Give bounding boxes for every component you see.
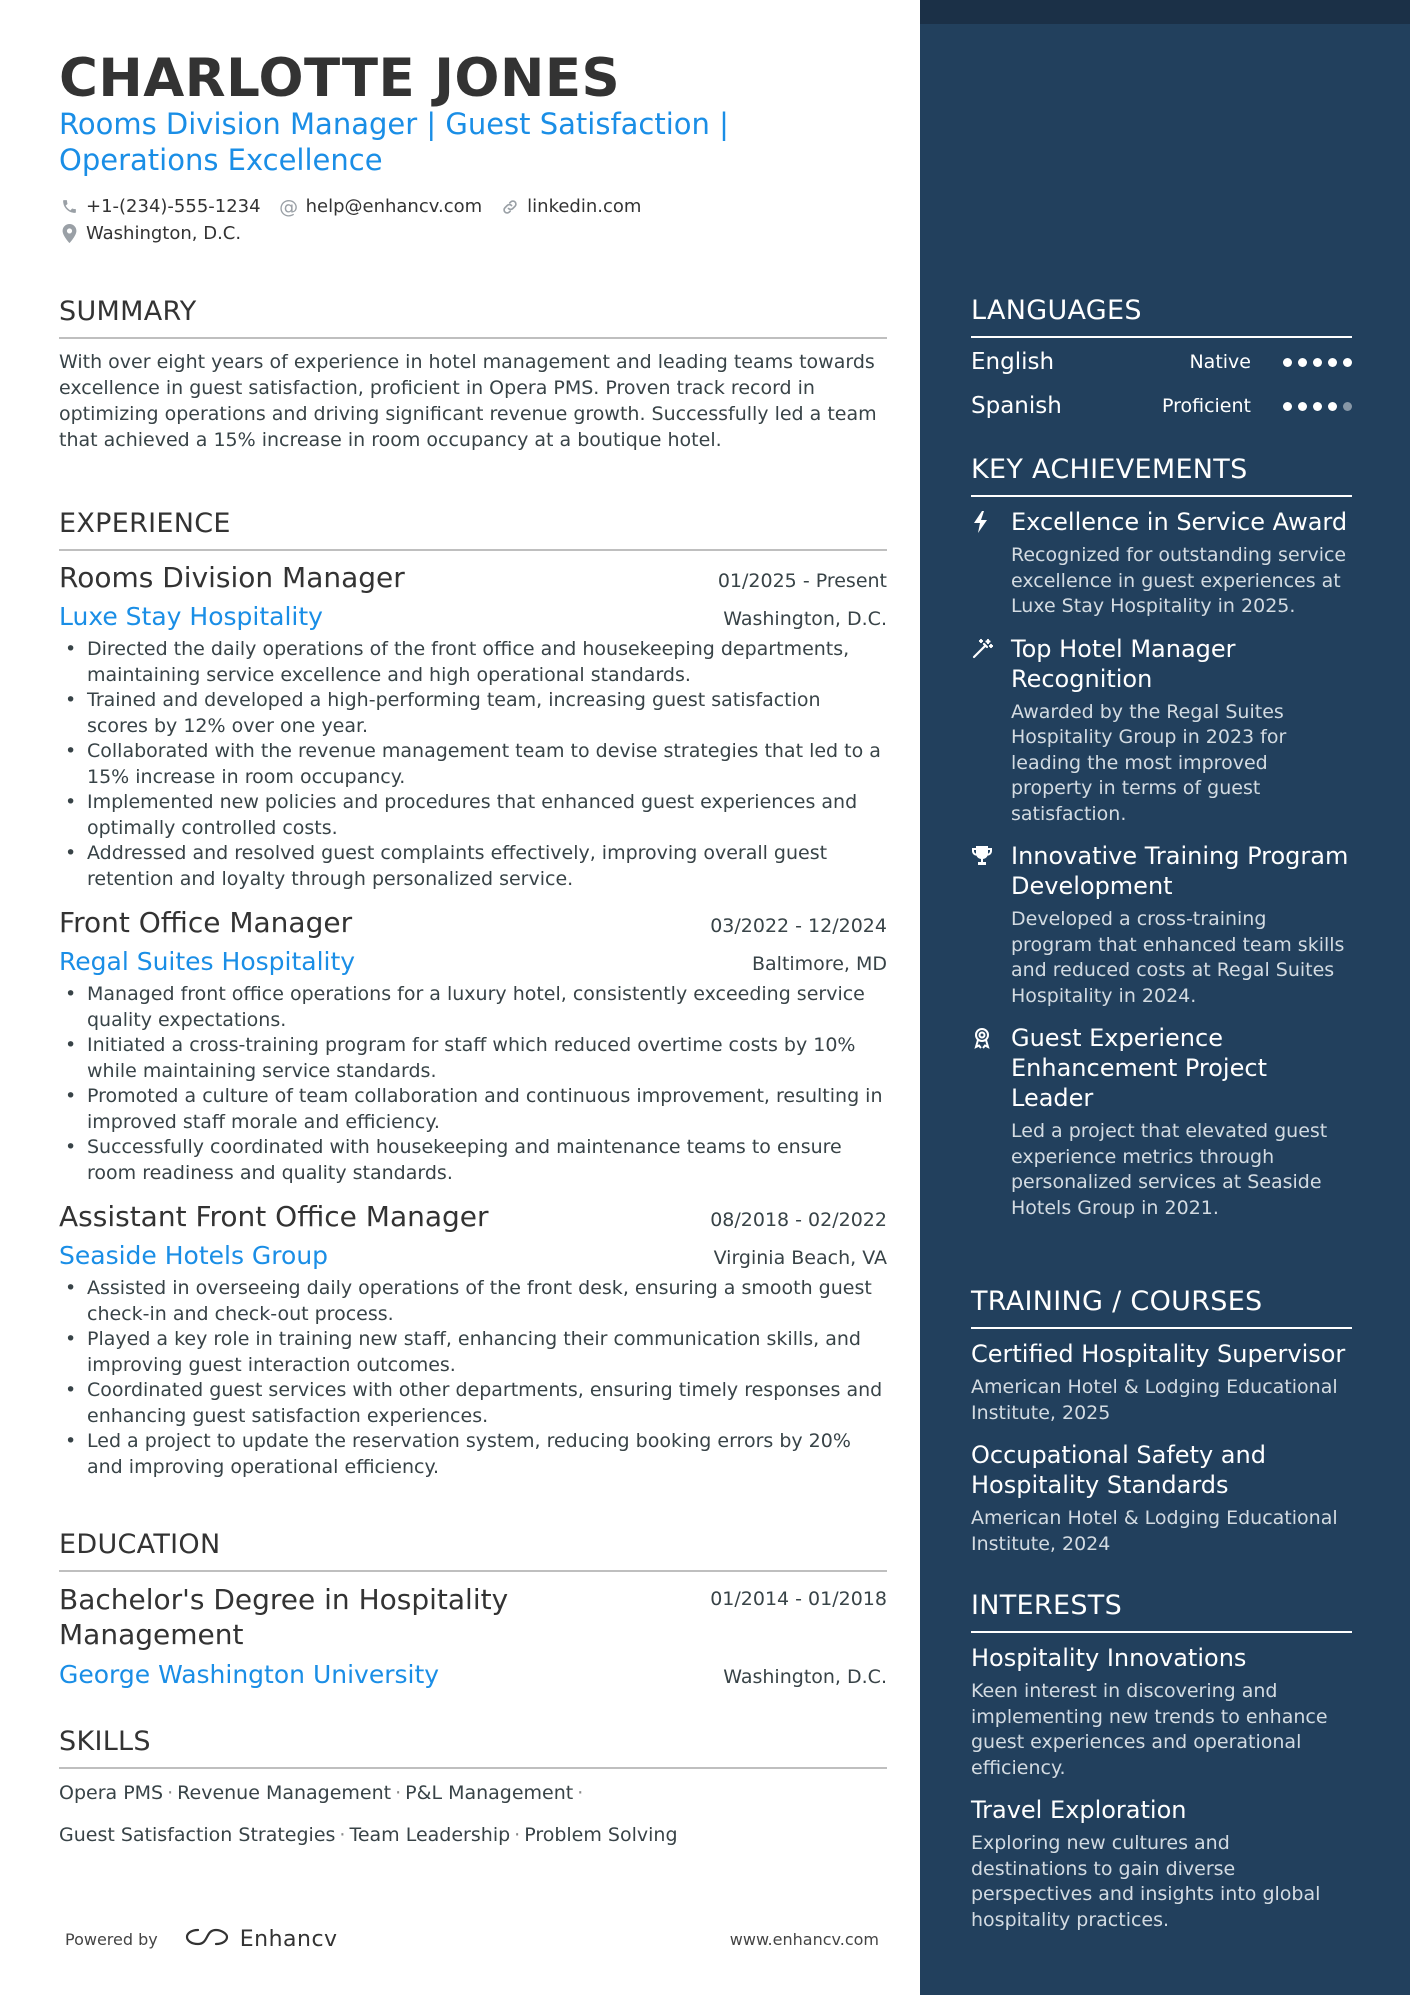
job-subheader <box>59 602 887 631</box>
bullet-item: • Initiated a cross-training program for staff which reduced overtime costs by 10% while maintaining service standards. <box>59 1033 887 1084</box>
education-title: EDUCATION <box>59 1529 887 1572</box>
skill-item: Team Leadership <box>349 1824 511 1846</box>
degree-line-2: Management <box>59 1618 244 1651</box>
trophy-icon <box>971 841 1011 1009</box>
proficiency-dot <box>1343 358 1352 367</box>
bullet-item: • Managed front office operations for a luxury hotel, consistently exceeding service quality expectations. <box>59 982 887 1033</box>
job-date: 03/2022 - 12/2024 <box>710 915 887 937</box>
job-location: Virginia Beach, VA <box>713 1247 887 1269</box>
course-item <box>971 1440 1352 1557</box>
summary-title: SUMMARY <box>59 296 887 339</box>
job-subheader <box>59 947 887 976</box>
achievement-desc: Developed a cross-training program that enhanced team skills and reduced costs at Regal Suites Hospitality in 2024. <box>1011 908 1345 1007</box>
medal-icon <box>971 1023 1011 1221</box>
link-icon <box>500 197 520 217</box>
company-name[interactable]: Regal Suites Hospitality <box>59 947 356 976</box>
skills-section <box>59 1726 887 1856</box>
skill-item: Problem Solving <box>524 1824 678 1846</box>
languages-title: LANGUAGES <box>971 295 1352 338</box>
bullet-item: • Trained and developed a high-performing team, increasing guest satisfaction scores by 12% over one year. <box>59 688 887 739</box>
language-row <box>971 340 1352 384</box>
interest-desc: Exploring new cultures and destinations to gain diverse perspectives and insights into global hospitality practices. <box>971 1832 1321 1931</box>
achievement-title: Excellence in Service Award <box>1011 508 1348 536</box>
skill-item: Revenue Management <box>177 1782 392 1804</box>
bullet-item: • Implemented new policies and procedures that enhanced guest experiences and optimally controlled costs. <box>59 790 887 841</box>
tagline-line-1: Rooms Division Manager | Guest Satisfaction | <box>59 107 729 141</box>
job-header <box>59 1200 887 1233</box>
proficiency-dots <box>1283 358 1352 367</box>
contact-info <box>59 193 859 247</box>
job-entry <box>59 906 887 1186</box>
job-header <box>59 561 887 594</box>
bullet-item: • Led a project to update the reservation system, reducing booking errors by 20% and improving operational efficiency. <box>59 1429 887 1480</box>
achievement-item <box>971 841 1352 1009</box>
achievement-body <box>1011 841 1352 1009</box>
course-title: Certified Hospitality Supervisor <box>971 1340 1346 1368</box>
email-contact[interactable] <box>279 196 483 217</box>
proficiency-dot <box>1343 402 1352 411</box>
phone-icon <box>59 197 79 217</box>
tagline-line-2: Operations Excellence <box>59 143 383 177</box>
bullet-item: • Assisted in overseeing daily operations of the front desk, ensuring a smooth guest check-in and check-out process. <box>59 1276 887 1327</box>
bullet-item: • Successfully coordinated with housekeeping and maintenance teams to ensure room readiness and quality standards. <box>59 1135 887 1186</box>
job-location: Washington, D.C. <box>723 608 887 630</box>
training-section <box>971 1286 1352 1557</box>
proficiency-dot <box>1328 358 1337 367</box>
proficiency-dot <box>1298 358 1307 367</box>
company-name[interactable]: Seaside Hotels Group <box>59 1241 329 1270</box>
powered-by-text: Powered by <box>65 1929 158 1949</box>
linkedin-text: linkedin.com <box>527 196 642 217</box>
language-list <box>971 340 1352 428</box>
degree-title <box>59 1582 508 1652</box>
language-row <box>971 384 1352 428</box>
location-contact <box>59 223 241 244</box>
proficiency-dot <box>1283 358 1292 367</box>
proficiency-dot <box>1283 402 1292 411</box>
job-entry <box>59 561 887 892</box>
education-date: 01/2014 - 01/2018 <box>710 1588 887 1610</box>
phone-text: +1-(234)-555-1234 <box>86 196 261 217</box>
at-icon: @ <box>279 195 299 218</box>
lightning-icon <box>971 507 1011 620</box>
job-location: Baltimore, MD <box>751 953 887 975</box>
job-entry <box>59 1200 887 1480</box>
interest-list <box>971 1643 1352 1933</box>
magic-wand-icon <box>971 634 1011 828</box>
bullet-item: • Coordinated guest services with other departments, ensuring timely responses and enhancing guest satisfaction experiences. <box>59 1378 887 1429</box>
language-level: Proficient <box>1161 395 1251 417</box>
footer-brand[interactable] <box>59 1926 338 1952</box>
interest-title: Travel Exploration <box>971 1796 1187 1824</box>
achievements-title: KEY ACHIEVEMENTS <box>971 454 1352 497</box>
interest-item <box>971 1795 1352 1933</box>
education-entry <box>59 1582 887 1689</box>
proficiency-dot <box>1313 402 1322 411</box>
linkedin-contact[interactable] <box>500 196 641 217</box>
achievement-desc: Recognized for outstanding service excellence in guest experiences at Luxe Stay Hospitality in 2025. <box>1011 544 1347 617</box>
interest-item <box>971 1643 1352 1781</box>
achievement-desc: Awarded by the Regal Suites Hospitality Group in 2023 for leading the most improved property in terms of guest satisfaction. <box>1011 700 1287 825</box>
job-date: 01/2025 - Present <box>717 570 887 592</box>
job-title: Assistant Front Office Manager <box>59 1200 489 1233</box>
proficiency-dots <box>1283 402 1352 411</box>
footer-url[interactable]: www.enhancv.com <box>729 1929 879 1949</box>
skill-item: Guest Satisfaction Strategies <box>59 1824 336 1846</box>
bullet-item: • Directed the daily operations of the front office and housekeeping departments, maintaining service excellence and high operational standards. <box>59 637 887 688</box>
summary-section <box>59 296 887 453</box>
job-date: 08/2018 - 02/2022 <box>710 1209 887 1231</box>
language-name: Spanish <box>971 393 1062 419</box>
school-location: Washington, D.C. <box>723 1666 887 1688</box>
experience-title: EXPERIENCE <box>59 508 887 551</box>
candidate-name: CHARLOTTE JONES <box>59 48 621 109</box>
bullet-item: • Played a key role in training new staff, enhancing their communication skills, and improving guest interaction outcomes. <box>59 1327 887 1378</box>
course-desc: American Hotel & Lodging Educational Institute, 2025 <box>971 1376 1338 1424</box>
skills-line-2: Guest Satisfaction Strategies · Team Leadership · Problem Solving <box>59 1824 678 1846</box>
job-bullets <box>59 982 887 1186</box>
achievement-list <box>971 507 1352 1221</box>
training-title: TRAINING / COURSES <box>971 1286 1352 1329</box>
interests-title: INTERESTS <box>971 1590 1352 1633</box>
job-title: Rooms Division Manager <box>59 561 405 594</box>
achievement-desc: Led a project that elevated guest experience metrics through personalized services at Seaside Hotels Group in 2021. <box>1011 1120 1328 1219</box>
achievement-body <box>1011 507 1352 620</box>
achievement-body <box>1011 1023 1352 1221</box>
language-name: English <box>971 349 1055 375</box>
footer <box>59 1926 879 1952</box>
skill-item: P&L Management <box>405 1782 574 1804</box>
interest-title: Hospitality Innovations <box>971 1644 1247 1672</box>
company-name[interactable]: Luxe Stay Hospitality <box>59 602 323 631</box>
school-name[interactable]: George Washington University <box>59 1660 440 1689</box>
email-text: help@enhancv.com <box>305 196 483 217</box>
sidebar <box>920 0 1410 1995</box>
proficiency-dot <box>1313 358 1322 367</box>
job-header <box>59 906 887 939</box>
job-subheader <box>59 1241 887 1270</box>
skills-line-1: Opera PMS · Revenue Management · P&L Management · <box>59 1782 584 1804</box>
achievement-body <box>1011 634 1352 828</box>
degree-line-1: Bachelor's Degree in Hospitality <box>59 1583 509 1616</box>
location-pin-icon <box>59 224 79 244</box>
location-text: Washington, D.C. <box>86 223 242 244</box>
bullet-item: • Collaborated with the revenue management team to devise strategies that led to a 15% increase in room occupancy. <box>59 739 887 790</box>
achievement-title: Top Hotel Manager Recognition <box>1011 634 1236 693</box>
course-desc: American Hotel & Lodging Educational Institute, 2024 <box>971 1507 1338 1555</box>
sidebar-top-bar <box>920 0 1410 24</box>
job-list <box>59 561 887 1480</box>
candidate-tagline <box>59 106 759 178</box>
proficiency-dot <box>1298 402 1307 411</box>
proficiency-dot <box>1328 402 1337 411</box>
languages-section <box>971 295 1352 428</box>
skills-title: SKILLS <box>59 1726 887 1769</box>
brand-name: Enhancv <box>239 1926 338 1952</box>
course-list <box>971 1339 1352 1557</box>
bullet-item: • Promoted a culture of team collaboration and continuous improvement, resulting in improved staff morale and efficiency. <box>59 1084 887 1135</box>
skill-item: Opera PMS <box>59 1782 164 1804</box>
enhancv-logo-icon <box>184 1926 230 1952</box>
bullet-item: • Addressed and resolved guest complaints effectively, improving overall guest retention and loyalty through personalized service. <box>59 841 887 892</box>
course-title: Occupational Safety and Hospitality Standards <box>971 1441 1266 1499</box>
experience-section <box>59 508 887 1480</box>
course-item <box>971 1339 1352 1426</box>
phone-contact[interactable] <box>59 196 261 217</box>
achievement-item <box>971 507 1352 620</box>
job-bullets <box>59 637 887 892</box>
summary-text: With over eight years of experience in hotel management and leading teams towards excellence in guest satisfaction, proficient in Opera PMS. Proven track record in optimizing operations and driving significant revenue growth. Successfully led a team that achieved a 15% increase in room occupancy at a boutique hotel. <box>59 351 877 451</box>
achievement-title: Innovative Training Program Development <box>1011 842 1349 900</box>
interest-desc: Keen interest in discovering and implementing new trends to enhance guest experiences and operational efficiency. <box>971 1680 1328 1779</box>
achievements-section <box>971 454 1352 1221</box>
achievement-item <box>971 634 1352 828</box>
job-bullets <box>59 1276 887 1480</box>
language-level: Native <box>1189 351 1251 373</box>
achievement-title: Guest Experience Enhancement Project Leader <box>1011 1024 1267 1112</box>
education-section <box>59 1529 887 1689</box>
achievement-item <box>971 1023 1352 1221</box>
job-title: Front Office Manager <box>59 906 353 939</box>
interests-section <box>971 1590 1352 1933</box>
